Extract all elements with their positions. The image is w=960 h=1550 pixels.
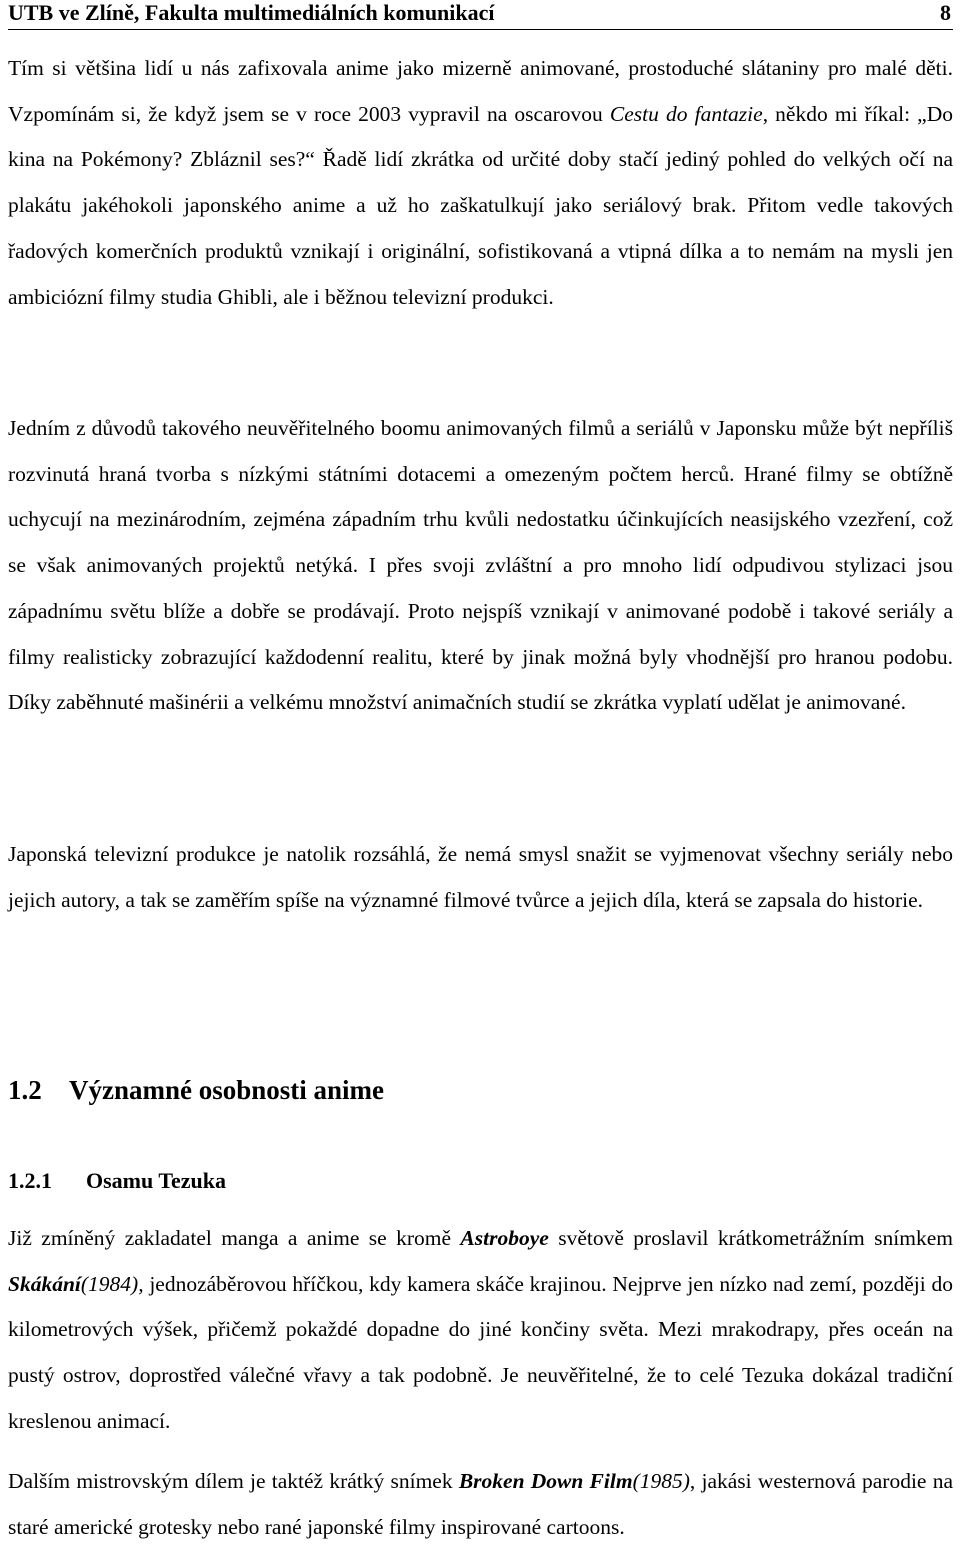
p4-text-c: jednozáběrovou hříčkou, kdy kamera skáče krajinou. Nejprve jen nízko nad zemí, později do kilometrových výšek, přičemž pokaždé dopadne do jiné končiny světa. Mezi mrakodrapy, přes oceán na pustý ostrov, doprostřed válečné vřavy a tak podobně. Je neuvěřitelné, že to celé Tezuka dokázal tradiční kreslenou animací. bbox=[8, 1271, 953, 1433]
paragraph-1 bbox=[8, 46, 953, 320]
page-number: 8 bbox=[940, 0, 951, 25]
section-title: Významné osobnosti anime bbox=[69, 1075, 385, 1105]
paragraph-2: Jedním z důvodů takového neuvěřitelného boomu animovaných filmů a seriálů v Japonsku může být nepříliš rozvinutá hraná tvorba s nízkými státními dotacemi a omezeným počtem herců. Hrané filmy se obtížně uchycují na mezinárodním, zejména západním trhu kvůli nedostatku účinkujících neasijského vzezření, což se však animovaných projektů netýká. I přes svoji zvláštní a pro mnoho lidí odpudivou stylizaci jsou západnímu světu blíže a dobře se prodávají. Proto nejspíš vznikají v animované podobě i takové seriály a filmy realisticky zobrazující každodenní realitu, které by jinak možná byly vhodnější pro hranou podobu. Díky zaběhnuté mašinérii a velkému množství animačních studií se zkrátka vyplatí udělat je animované. bbox=[8, 416, 953, 715]
work-year-skakani: (1984), bbox=[80, 1271, 144, 1296]
work-title-broken-down-film: Broken Down Film bbox=[458, 1469, 633, 1493]
p1-text-b: , někdo mi říkal: „Do kina na Pokémony? Zbláznil ses?“ Řadě lidí zkrátka od určité doby stačí jediný pohled do velkých očí na plakátu jakéhokoli japonského anime a už ho zaškatulkují jako seriálový brak. Přitom vedle takových řadových komerčních produktů vznikají i originální, sofistikovaná a vtipná dílka a to nemám na mysli jen ambiciózní filmy studia Ghibli, ale i běžnou televizní produkci. bbox=[8, 101, 953, 309]
section-heading bbox=[8, 1072, 384, 1108]
p4-text-b: světově proslavil krátkometrážním snímkem bbox=[548, 1226, 953, 1250]
page-header bbox=[8, 0, 953, 30]
work-year-broken-down-film: (1985) bbox=[632, 1469, 690, 1493]
p5-text-a: Dalším mistrovským dílem je taktéž krátký snímek bbox=[8, 1469, 459, 1493]
work-title-astroboy: Astroboye bbox=[460, 1226, 549, 1250]
subsection-heading bbox=[8, 1166, 226, 1196]
p5-text-b: , jakási westernová parodie na staré americké grotesky nebo rané japonské filmy inspirované cartoons. bbox=[8, 1469, 953, 1539]
paragraph-3: Japonská televizní produkce je natolik rozsáhlá, že nemá smysl snažit se vyjmenovat všechny seriály nebo jejich autory, a tak se zaměřím spíše na významné filmové tvůrce a jejich díla, která se zapsala do historie. bbox=[8, 842, 953, 912]
p4-text-a: Již zmíněný zakladatel manga a anime se kromě bbox=[8, 1226, 461, 1250]
work-title-skakani: Skákání bbox=[8, 1271, 81, 1296]
paragraph-5 bbox=[8, 1459, 953, 1550]
subsection-title: Osamu Tezuka bbox=[86, 1168, 226, 1193]
header-title: UTB ve Zlíně, Fakulta multimediálních komunikací bbox=[8, 0, 495, 25]
section-number: 1.2 bbox=[8, 1075, 42, 1105]
paragraph-4 bbox=[8, 1216, 953, 1445]
film-title-cestu-do-fantazie: Cestu do fantazie bbox=[609, 101, 763, 126]
p1-text-a: Tím si většina lidí u nás zafixovala anime jako mizerně animované, prostoduché slátaniny pro malé děti. Vzpomínám si, že když jsem se v roce 2003 vypravil na oscarovou bbox=[8, 56, 953, 126]
subsection-number: 1.2.1 bbox=[8, 1168, 52, 1193]
